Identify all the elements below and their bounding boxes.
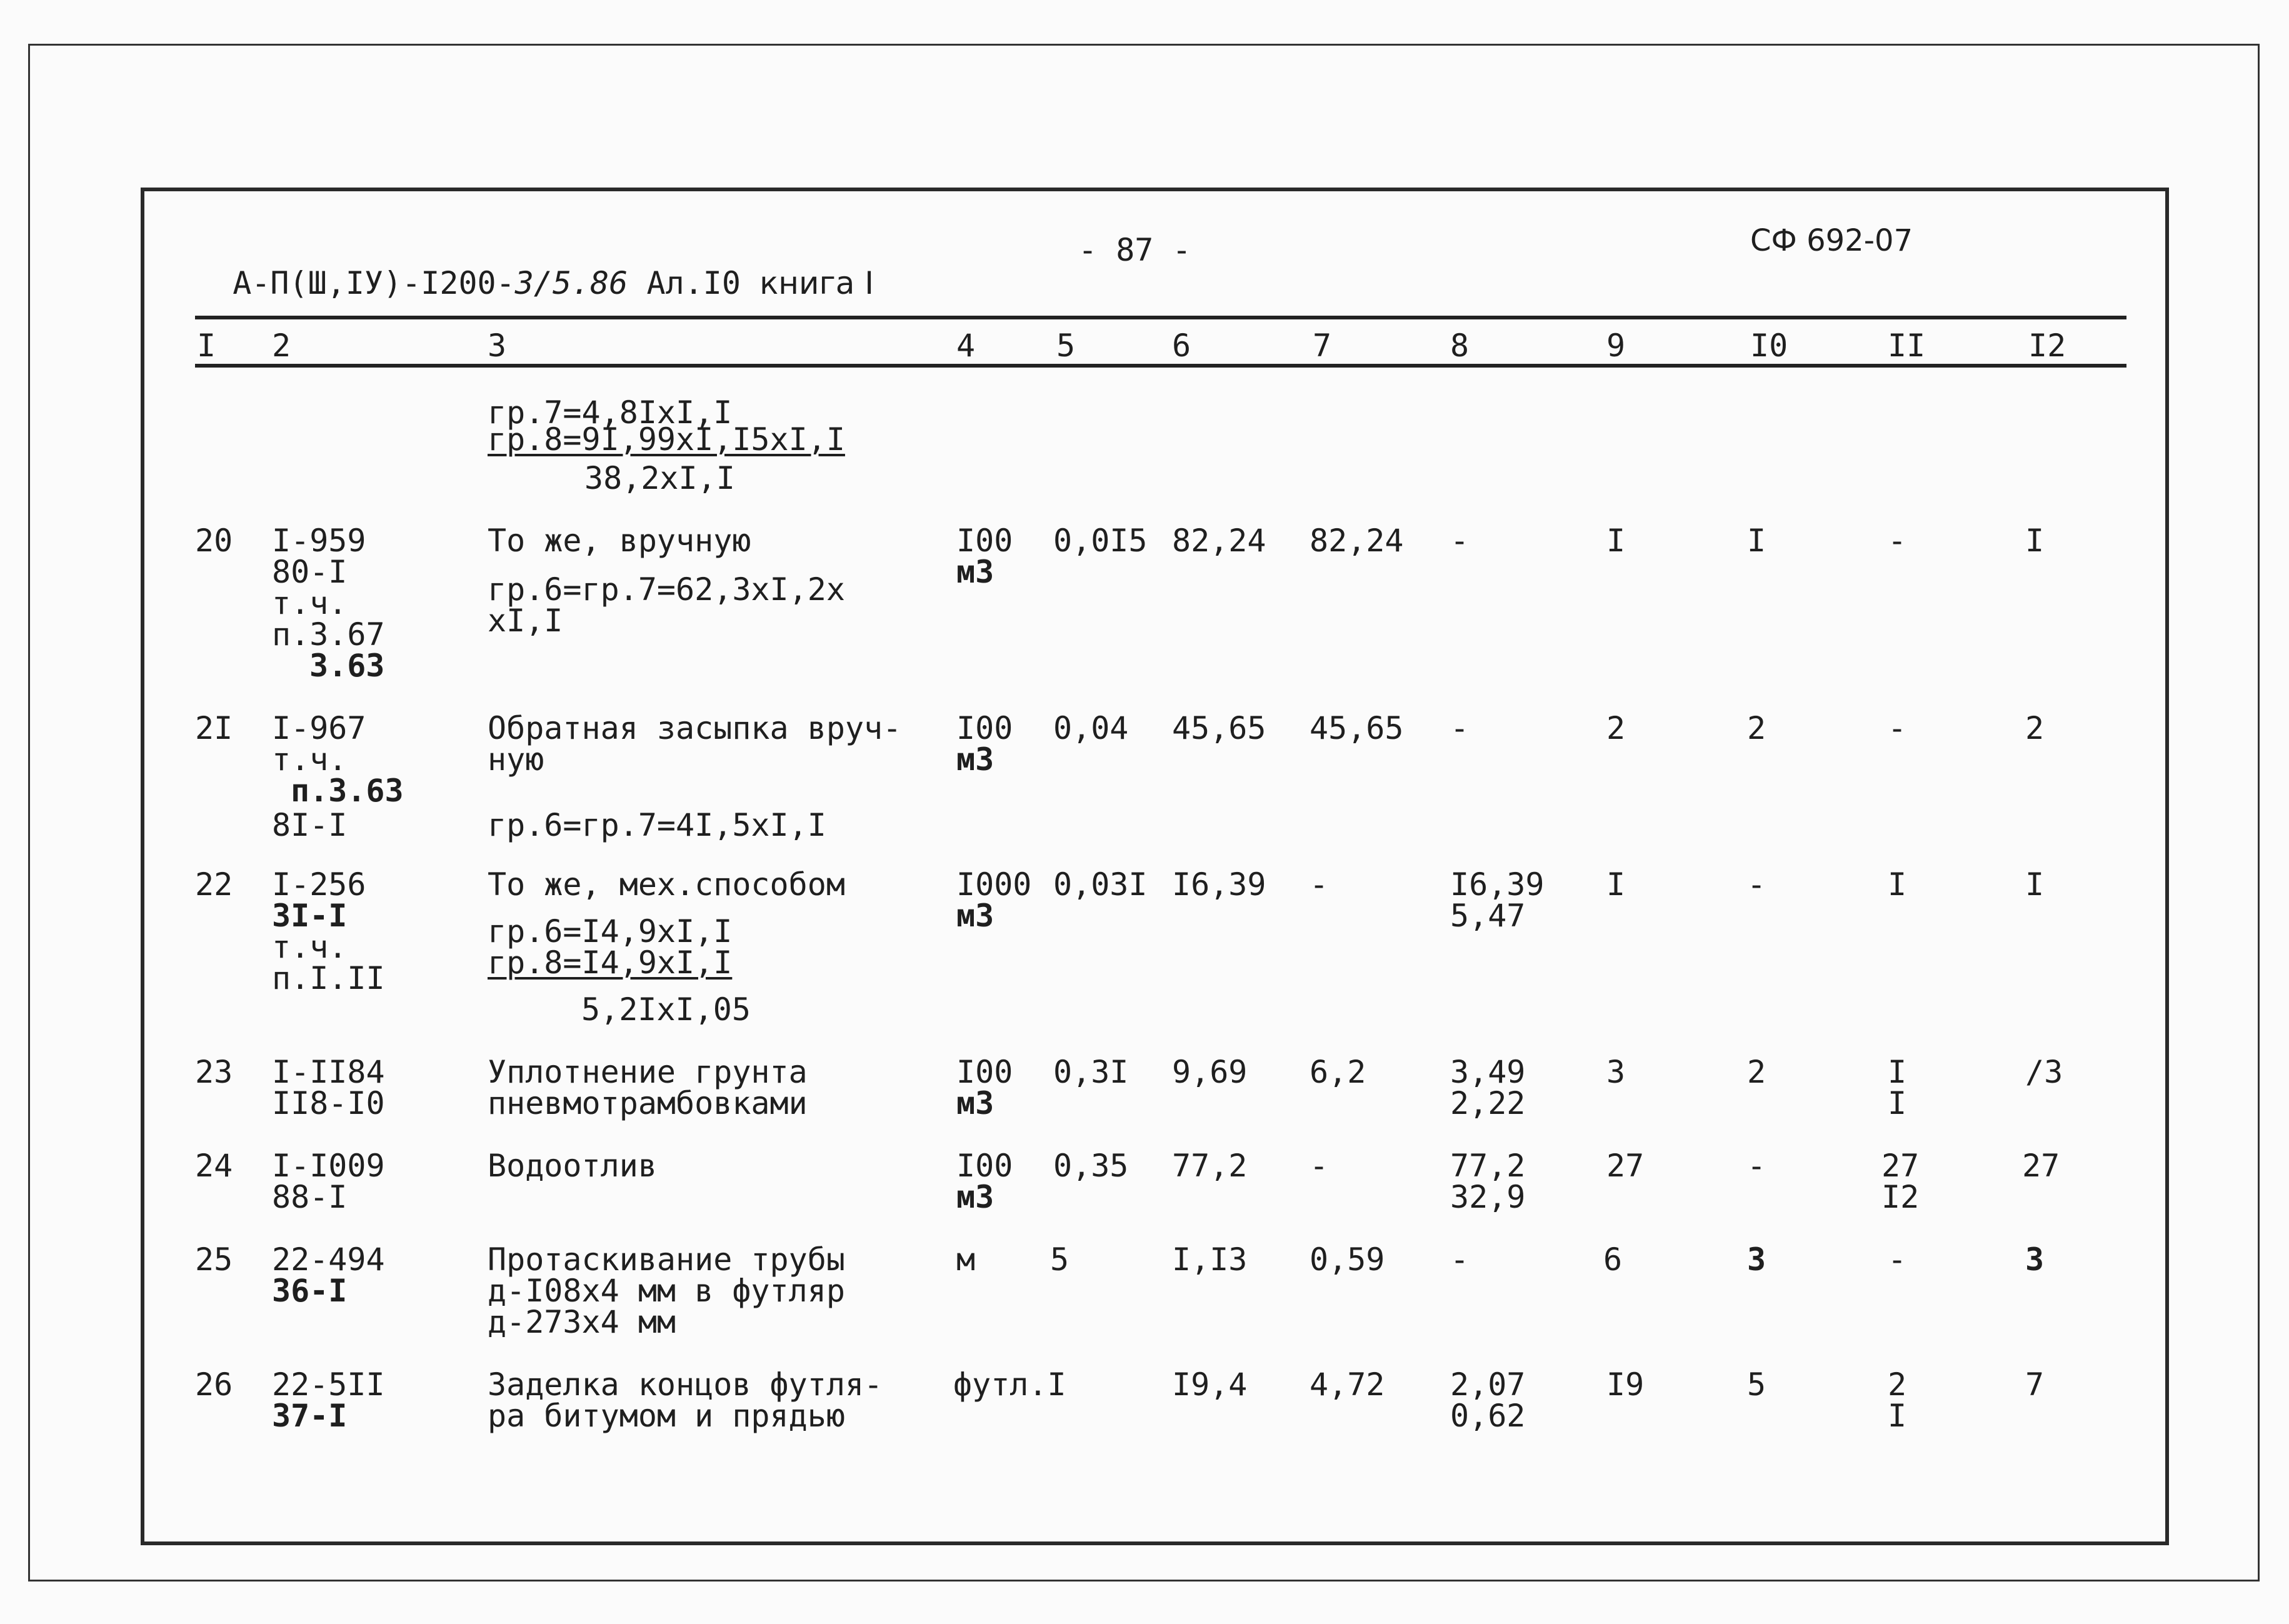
row-25-c12: 3 <box>2025 1241 2045 1278</box>
row-22-code-4: п.I.II <box>272 960 385 996</box>
row-20-c6: 82,24 <box>1172 523 1266 559</box>
row-24-c10: - <box>1747 1148 1766 1184</box>
row-22-desc-2: гр.6=I4,9xI,I <box>488 913 733 950</box>
col-header-5: 5 <box>1056 328 1076 364</box>
row-25-c9: 6 <box>1603 1241 1623 1278</box>
row-24-c11-2: I2 <box>1881 1179 1920 1215</box>
row-26-c8-2: 0,62 <box>1450 1398 1526 1434</box>
row-26-desc-1: Заделка концов футля- <box>488 1366 883 1403</box>
row-21-code-4: 8I-I <box>272 807 348 843</box>
row-21-c9: 2 <box>1606 710 1626 746</box>
doc-code-italic: 3/5.86 <box>514 265 628 301</box>
row-26-c12: 7 <box>2025 1366 2045 1403</box>
row-20-desc-3: xI,I <box>488 603 563 639</box>
row-21-code-1: I-967 <box>272 710 366 746</box>
row-23-c6: 9,69 <box>1172 1054 1248 1090</box>
row-21-c12: 2 <box>2025 710 2045 746</box>
row-25-code-2: 36-I <box>272 1273 348 1309</box>
row-25-desc-3: д-273x4 мм <box>488 1304 676 1340</box>
row-26-c7: 4,72 <box>1310 1366 1385 1403</box>
col-header-4: 4 <box>956 328 976 364</box>
row-20-desc-1: То же, вручную <box>488 523 751 559</box>
row-20-desc-2: гр.6=гр.7=62,3xI,2x <box>488 571 845 608</box>
row-24-c6: 77,2 <box>1172 1148 1248 1184</box>
row-20-code-1: I-959 <box>272 523 366 559</box>
table-header-rule <box>195 364 2126 368</box>
row-21-c5: 0,04 <box>1053 710 1129 746</box>
row-23-c11-2: I <box>1888 1085 1907 1121</box>
row-23-c7: 6,2 <box>1310 1054 1366 1090</box>
inner-frame <box>141 188 2169 1545</box>
row-23-c8-1: 3,49 <box>1450 1054 1526 1090</box>
row-25-desc-2: д-I08x4 мм в футляр <box>488 1273 845 1309</box>
row-22-c11: I <box>1888 866 1907 903</box>
row-22-desc-4: 5,2IxI,05 <box>581 991 751 1028</box>
row-23-unit-2: м3 <box>956 1085 994 1121</box>
row-22-unit-2: м3 <box>956 898 994 934</box>
row-23-c8-2: 2,22 <box>1450 1085 1526 1121</box>
row-20-c5: 0,0I5 <box>1053 523 1148 559</box>
row-22-c5: 0,03I <box>1053 866 1148 903</box>
col-header-12: I2 <box>2028 328 2066 364</box>
row-26-unit-1: футл.I <box>953 1366 1066 1403</box>
row-21-desc-3: гр.6=гр.7=4I,5xI,I <box>488 807 826 843</box>
row-25-num: 25 <box>195 1241 233 1278</box>
row-24-code-1: I-I009 <box>272 1148 385 1184</box>
row-20-c11: - <box>1888 523 1907 559</box>
page-number: - 87 - <box>1078 232 1191 268</box>
row-20-c8: - <box>1450 523 1470 559</box>
row-22-c9: I <box>1606 866 1626 903</box>
row-20-c12: I <box>2025 523 2045 559</box>
row-23-c12: /3 <box>2025 1054 2063 1090</box>
row-24-num: 24 <box>195 1148 233 1184</box>
col-header-11: II <box>1888 328 1926 364</box>
row-22-code-2: 3I-I <box>272 898 348 934</box>
doc-code <box>195 236 874 299</box>
row-24-unit-1: I00 <box>956 1148 1013 1184</box>
row-25-desc-1: Протаскивание трубы <box>488 1241 845 1278</box>
pre-formula-3: 38,2xI,I <box>584 460 735 496</box>
row-25-c6: I,I3 <box>1172 1241 1248 1278</box>
row-25-c8: - <box>1450 1241 1470 1278</box>
row-26-c6: I9,4 <box>1172 1366 1248 1403</box>
col-header-2: 2 <box>272 328 291 364</box>
row-20-code-2: 80-I <box>272 554 348 590</box>
row-21-c6: 45,65 <box>1172 710 1266 746</box>
row-23-desc-2: пневмотрамбовками <box>488 1085 808 1121</box>
row-25-unit-1: м <box>956 1241 976 1278</box>
row-25-c5: 5 <box>1050 1241 1069 1278</box>
col-header-7: 7 <box>1313 328 1332 364</box>
row-26-code-1: 22-5II <box>272 1366 385 1403</box>
row-24-c5: 0,35 <box>1053 1148 1129 1184</box>
row-26-c11-2: I <box>1888 1398 1907 1434</box>
row-22-desc-1: То же, мех.способом <box>488 866 845 903</box>
row-24-c8-2: 32,9 <box>1450 1179 1526 1215</box>
row-22-c10: - <box>1747 866 1766 903</box>
row-21-num: 2I <box>195 710 233 746</box>
col-header-6: 6 <box>1172 328 1191 364</box>
col-header-8: 8 <box>1450 328 1470 364</box>
row-20-code-4: п.3.67 <box>272 616 385 653</box>
row-21-unit-2: м3 <box>956 741 994 778</box>
row-22-num: 22 <box>195 866 233 903</box>
row-24-c11-1: 27 <box>1881 1148 1920 1184</box>
row-20-c7: 82,24 <box>1310 523 1404 559</box>
sheet-code: СФ 692-07 <box>1750 223 1913 258</box>
row-24-code-2: 88-I <box>272 1179 348 1215</box>
col-header-10: I0 <box>1750 328 1788 364</box>
row-23-desc-1: Уплотнение грунта <box>488 1054 808 1090</box>
row-22-c6: I6,39 <box>1172 866 1266 903</box>
row-26-c8-1: 2,07 <box>1450 1366 1526 1403</box>
row-22-c12: I <box>2025 866 2045 903</box>
row-20-num: 20 <box>195 523 233 559</box>
row-21-c10: 2 <box>1747 710 1766 746</box>
col-header-3: 3 <box>488 328 507 364</box>
row-23-code-1: I-II84 <box>272 1054 385 1090</box>
row-22-c7: - <box>1310 866 1329 903</box>
row-20-code-5: 3.63 <box>309 648 385 684</box>
row-21-unit-1: I00 <box>956 710 1013 746</box>
row-20-code-3: т.ч. <box>272 585 348 621</box>
row-22-desc-3: гр.8=I4,9xI,I <box>488 945 733 981</box>
doc-code-main: А-П(Ш,IУ)-I200- <box>233 265 515 301</box>
col-header-1: I <box>197 328 216 364</box>
row-25-c7: 0,59 <box>1310 1241 1385 1278</box>
row-24-c9: 27 <box>1606 1148 1645 1184</box>
col-header-9: 9 <box>1606 328 1626 364</box>
row-24-desc-1: Водоотлив <box>488 1148 657 1184</box>
row-21-c11: - <box>1888 710 1907 746</box>
row-25-code-1: 22-494 <box>272 1241 385 1278</box>
row-26-c11-1: 2 <box>1888 1366 1907 1403</box>
row-21-code-3: п.3.63 <box>291 773 404 809</box>
row-23-num: 23 <box>195 1054 233 1090</box>
row-24-c12: 27 <box>2022 1148 2060 1184</box>
pre-formula-1: гр.7=4,8IxI,I <box>488 394 733 431</box>
album-number: Ал.I0 <box>628 265 760 301</box>
row-20-c10: I <box>1747 523 1766 559</box>
row-25-c10: 3 <box>1747 1241 1766 1278</box>
row-26-code-2: 37-I <box>272 1398 348 1434</box>
row-22-c8-1: I6,39 <box>1450 866 1545 903</box>
row-26-num: 26 <box>195 1366 233 1403</box>
row-23-c10: 2 <box>1747 1054 1766 1090</box>
row-22-unit-1: I000 <box>956 866 1032 903</box>
row-22-c8-2: 5,47 <box>1450 898 1526 934</box>
row-26-c9: I9 <box>1606 1366 1645 1403</box>
table-top-rule <box>195 316 2126 319</box>
row-23-c11-1: I <box>1888 1054 1907 1090</box>
row-24-unit-2: м3 <box>956 1179 994 1215</box>
row-26-c10: 5 <box>1747 1366 1766 1403</box>
row-23-unit-1: I00 <box>956 1054 1013 1090</box>
row-20-c9: I <box>1606 523 1626 559</box>
row-21-desc-2: ную <box>488 741 544 778</box>
row-20-unit-2: м3 <box>956 554 994 590</box>
row-24-c8-1: 77,2 <box>1450 1148 1526 1184</box>
row-23-code-2: II8-I0 <box>272 1085 385 1121</box>
row-21-desc-1: Обратная засыпка вруч- <box>488 710 902 746</box>
row-22-code-1: I-256 <box>272 866 366 903</box>
row-20-unit-1: I00 <box>956 523 1013 559</box>
row-23-c9: 3 <box>1606 1054 1626 1090</box>
row-26-desc-2: ра битумом и прядью <box>488 1398 845 1434</box>
book-label: книга I <box>759 265 874 301</box>
row-21-c8: - <box>1450 710 1470 746</box>
pre-formula-2: гр.8=9I,99xI,I5xI,I <box>488 421 845 458</box>
row-22-code-3: т.ч. <box>272 929 348 965</box>
row-23-c5: 0,3I <box>1053 1054 1129 1090</box>
row-25-c11: - <box>1888 1241 1907 1278</box>
row-21-code-2: т.ч. <box>272 741 348 778</box>
row-24-c7: - <box>1310 1148 1329 1184</box>
row-21-c7: 45,65 <box>1310 710 1404 746</box>
